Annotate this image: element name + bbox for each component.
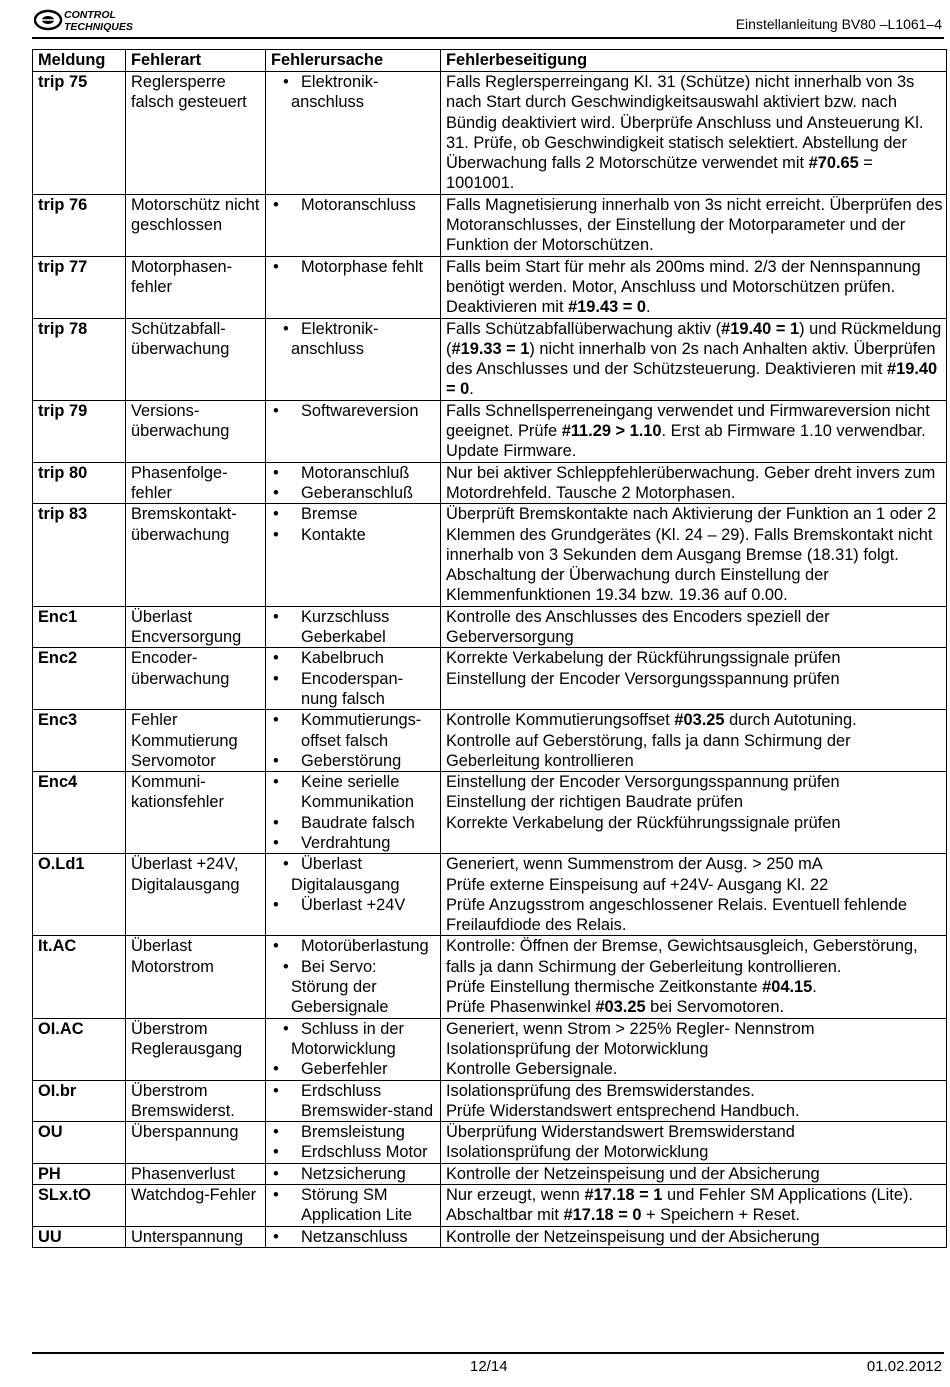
fault-causes [266,318,441,400]
remedy-text: Prüfe Widerstandswert entsprechend Handbuch. [446,1101,800,1120]
parameter-ref: #03.25 [595,998,646,1017]
fault-code: trip 80 [33,462,126,504]
remedy-text: Einstellung der Encoder Versorgungsspannung prüfen [446,669,840,688]
fault-remedy [441,1018,947,1080]
cause-item: • Überlast Digitalausgang [271,854,437,895]
cause-item: • Erdschluss Motor [271,1142,437,1162]
fault-type: Phasenverlust [126,1163,266,1184]
remedy-text: Prüfe Einstellung thermische Zeitkonstante [446,978,763,997]
cause-item: • Softwareversion [271,401,437,421]
remedy-text: Kontrolle Gebersignale. [446,1060,618,1079]
fault-causes [266,606,441,648]
page-date: 01.02.2012 [866,1358,942,1375]
table-row [33,504,947,606]
logo-text-line1: CONTROL [64,9,116,21]
remedy-text: Prüfe Phasenwinkel [446,998,596,1017]
table-row [33,854,947,936]
remedy-text: Kontrolle: Öffnen der Bremse, Gewichtsausgleich, Geberstörung, falls ja dann Schirmung der Geberleitung kontrollieren. [446,937,918,976]
fault-code: trip 75 [33,72,126,195]
fault-code: Enc3 [33,710,126,772]
fault-type: Versions-überwachung [126,400,266,462]
table-row [33,256,947,318]
cause-item: • Netzanschluss [271,1227,437,1247]
fault-table-body [33,72,947,1248]
fault-remedy [441,772,947,854]
fault-remedy [441,1185,947,1227]
cause-item: • Motoranschluß [271,463,437,483]
table-row [33,462,947,504]
cause-item: • Baudrate falsch [271,813,437,833]
cause-item: • Kommutierungs-offset falsch [271,710,437,751]
footer-divider [32,1352,944,1354]
remedy-text: Falls Magnetisierung innerhalb von 3s nicht erreicht. Überprüfen des Motoranschlusses, der Einstellung der Motorparameter und der Funktion der Motorschützen. [446,195,943,255]
fault-remedy [441,1226,947,1247]
fault-type: Watchdog-Fehler [126,1185,266,1227]
fault-causes [266,1226,441,1247]
remedy-text: + Speichern + Reset. [641,1206,800,1225]
remedy-text: Überprüft Bremskontakte nach Aktivierung der Funktion an 1 oder 2 Klemmen des Grundgerätes (Kl. 24 – 29). Falls Bremskontakt nicht innerhalb von 3 Sekunden dem Ausgang Bremse (18.31) folgt. Abschaltung der Überwachung durch Einstellung der Klemmenfunktionen 19.34 bzw. 19.36 auf 0.00. [446,505,937,605]
table-row [33,648,947,710]
fault-type: Phasenfolge-fehler [126,462,266,504]
fault-code: trip 77 [33,256,126,318]
remedy-text: und Fehler SM Applications (Lite). Abschaltbar mit [446,1186,913,1225]
fault-code: UU [33,1226,126,1247]
fault-causes [266,1080,441,1122]
cause-item: • Motorüberlastung [271,936,437,956]
remedy-text: Einstellung der richtigen Baudrate prüfen [446,793,744,812]
table-row [33,400,947,462]
cause-item: • Kontakte [271,525,437,545]
table-row [33,1122,947,1164]
fault-code: trip 76 [33,194,126,256]
fault-code: O.Ld1 [33,854,126,936]
fault-type: Reglersperre falsch gesteuert [126,72,266,195]
remedy-text: Kontrolle der Netzeinspeisung und der Absicherung [446,1227,820,1246]
page-number: 12/14 [470,1358,508,1375]
fault-type: Überstrom Reglerausgang [126,1018,266,1080]
fault-type: Fehler Kommutierung Servomotor [126,710,266,772]
remedy-text: Prüfe Anzugsstrom angeschlossener Relais. Eventuell fehlende Freilaufdiode des Relais. [446,895,908,935]
fault-code: trip 78 [33,318,126,400]
remedy-text: . Erst ab Firmware 1.10 verwendbar. Update Firmware. [446,422,926,461]
fault-remedy [441,504,947,606]
fault-code: Enc4 [33,772,126,854]
fault-remedy [441,1080,947,1122]
remedy-text: Prüfe externe Einspeisung auf +24V- Ausgang Kl. 22 [446,875,829,894]
remedy-text: Nur bei aktiver Schleppfehlerüberwachung. Geber dreht invers zum Motordrehfeld. Tausche 2 Motorphasen. [446,463,936,502]
fault-causes [266,1163,441,1184]
column-header-fehlerart: Fehlerart [126,50,266,72]
fault-causes [266,772,441,854]
remedy-text: Nur erzeugt, wenn [446,1186,585,1205]
fault-type: Motorschütz nicht geschlossen [126,194,266,256]
remedy-text: ) nicht innerhalb von 2s nach Anhalten aktiv. Überprüfen des Anschlusses und der Schützsteuerung. Deaktivieren mit [446,339,936,379]
logo-text-line2: TECHNIQUES [64,21,133,33]
table-row [33,72,947,195]
parameter-ref: #70.65 [808,154,859,173]
table-row [33,1163,947,1184]
parameter-ref: #17.18 = 1 [584,1186,663,1205]
fault-remedy [441,400,947,462]
remedy-text: Generiert, wenn Summenstrom der Ausg. > 250 mA [446,855,823,874]
remedy-text: Kontrolle Kommutierungsoffset [446,711,675,730]
parameter-ref: #03.25 [674,711,725,730]
fault-type: Bremskontakt-überwachung [126,504,266,606]
remedy-text: durch Autotuning. [724,711,857,730]
fault-remedy [441,72,947,195]
cause-item: • Kurzschluss Geberkabel [271,607,437,648]
fault-causes [266,1185,441,1227]
table-row [33,936,947,1018]
fault-remedy [441,1122,947,1164]
document-title: Einstellanleitung BV80 –L1061–4 [735,16,942,32]
remedy-text: Falls Schützabfallüberwachung aktiv ( [446,319,722,338]
remedy-text: Isolationsprüfung der Motorwicklung [446,1039,709,1058]
cause-item: • Geberanschluß [271,483,437,503]
remedy-text: Überprüfung Widerstandswert Bremswiderstand [446,1123,795,1142]
parameter-ref: #19.40 = 1 [721,319,800,338]
cause-item: • Encoderspan-nung falsch [271,669,437,710]
remedy-text: Kontrolle des Anschlusses des Encoders speziell der Geberversorgung [446,607,830,647]
fault-type: Überlast Motorstrom [126,936,266,1018]
cause-item: • Erdschluss Bremswider-stand [271,1081,437,1122]
table-row [33,1185,947,1227]
fault-code: OU [33,1122,126,1164]
column-header-meldung: Meldung [33,50,126,72]
header-divider [32,37,944,39]
fault-code: SLx.tO [33,1185,126,1227]
fault-remedy [441,606,947,648]
parameter-ref: #17.18 = 0 [563,1206,642,1225]
cause-item: • Überlast +24V [271,895,437,915]
fault-type: Überlast +24V, Digitalausgang [126,854,266,936]
cause-item: • Bremsleistung [271,1122,437,1142]
remedy-text: . [812,978,817,997]
fault-type: Encoder-überwachung [126,648,266,710]
fault-code: trip 83 [33,504,126,606]
fault-remedy [441,194,947,256]
remedy-text: Generiert, wenn Strom > 225% Regler- Nennstrom [446,1019,815,1038]
remedy-text: Falls beim Start für mehr als 200ms mind. 2/3 der Nennspannung benötigt werden. Motor, Anschluss und Motorschützen prüfen. Deaktivieren mit [446,257,921,317]
cause-item: • Netzsicherung [271,1164,437,1184]
table-row [33,606,947,648]
fault-remedy [441,710,947,772]
table-row [33,1226,947,1247]
remedy-text: Kontrolle auf Geberstörung, falls ja dann Schirmung der Geberleitung kontrollieren [446,731,851,770]
fault-causes [266,462,441,504]
remedy-text: Korrekte Verkabelung der Rückführungssignale prüfen [446,813,841,832]
cause-item: • Verdrahtung [271,833,437,853]
fault-causes [266,504,441,606]
remedy-text: Isolationsprüfung des Bremswiderstandes. [446,1081,755,1100]
parameter-ref: #04.15 [762,978,813,997]
fault-remedy [441,854,947,936]
remedy-text: . [646,298,651,317]
fault-remedy [441,256,947,318]
fault-code: PH [33,1163,126,1184]
fault-remedy [441,318,947,400]
cause-item: • Bei Servo: Störung der Gebersignale [271,957,437,1018]
parameter-ref: #11.29 > 1.10 [561,422,662,441]
table-row [33,772,947,854]
fault-type: Kommuni-kationsfehler [126,772,266,854]
fault-remedy [441,1163,947,1184]
fault-code: OI.br [33,1080,126,1122]
fault-remedy [441,462,947,504]
remedy-text: Falls Schnellsperreneingang verwendet und Firmwareversion nicht geeignet. Prüfe [446,401,930,441]
remedy-text: bei Servomotoren. [645,998,785,1017]
fault-type: Überstrom Bremswiderst. [126,1080,266,1122]
cause-item: • Motoranschluss [271,195,437,215]
company-logo [34,6,154,34]
cause-item: • Geberstörung [271,751,437,771]
remedy-text: = 1001001. [446,154,873,193]
fault-causes [266,72,441,195]
fault-code: trip 79 [33,400,126,462]
fault-causes [266,400,441,462]
fault-type: Unterspannung [126,1226,266,1247]
fault-causes [266,256,441,318]
fault-type: Überspannung [126,1122,266,1164]
fault-causes [266,936,441,1018]
fault-causes [266,1018,441,1080]
fault-causes [266,854,441,936]
cause-item: • Elektronik-anschluss [271,319,437,360]
fault-code: OI.AC [33,1018,126,1080]
remedy-text: Falls Reglersperreingang Kl. 31 (Schütze) nicht innerhalb von 3s nach Start durch Geschwindigkeitsauswahl aktiviert bzw. nach Bündig deaktiviert wird. Überprüfe Anschluss und Ansteuerung Kl. 31. Prüfe, ob Geschwindigkeit statisch selektiert. Abstellung der Überwachung falls 2 Motorschütze verwendet mit [446,73,924,173]
table-row [33,1080,947,1122]
remedy-text: Einstellung der Encoder Versorgungsspannung prüfen [446,773,840,792]
fault-causes [266,648,441,710]
control-techniques-logo-icon [34,6,154,34]
remedy-text: ) und Rückmeldung ( [446,319,942,358]
parameter-ref: #19.40 = 0 [446,360,938,399]
fault-remedy [441,936,947,1018]
cause-item: • Bremse [271,504,437,524]
fault-causes [266,1122,441,1164]
fault-code: Enc2 [33,648,126,710]
cause-item: • Elektronik-anschluss [271,72,437,113]
fault-code: Enc1 [33,606,126,648]
remedy-text: Kontrolle der Netzeinspeisung und der Absicherung [446,1164,820,1183]
cause-item: • Geberfehler [271,1059,437,1079]
cause-item: • Störung SM Application Lite [271,1185,437,1226]
parameter-ref: #19.43 = 0 [568,298,646,317]
cause-item: • Kabelbruch [271,648,437,668]
fault-causes [266,710,441,772]
table-row [33,1018,947,1080]
fault-remedy [441,648,947,710]
fault-type: Schützabfall-überwachung [126,318,266,400]
fault-type: Überlast Encversorgung [126,606,266,648]
column-header-fehlerursache: Fehlerursache [266,50,441,72]
cause-item: • Schluss in der Motorwicklung [271,1019,437,1060]
fault-type: Motorphasen-fehler [126,256,266,318]
fault-causes [266,194,441,256]
remedy-text: . [469,380,474,399]
table-row [33,318,947,400]
table-row [33,710,947,772]
fault-table [32,49,947,1248]
column-header-fehlerbeseitigung: Fehlerbeseitigung [441,50,947,72]
cause-item: • Keine serielle Kommunikation [271,772,437,813]
table-row [33,194,947,256]
remedy-text: Isolationsprüfung der Motorwicklung [446,1143,709,1162]
remedy-text: Korrekte Verkabelung der Rückführungssignale prüfen [446,649,841,668]
table-header-row [33,50,947,72]
parameter-ref: #19.33 = 1 [451,339,530,358]
cause-item: • Motorphase fehlt [271,257,437,277]
fault-code: It.AC [33,936,126,1018]
